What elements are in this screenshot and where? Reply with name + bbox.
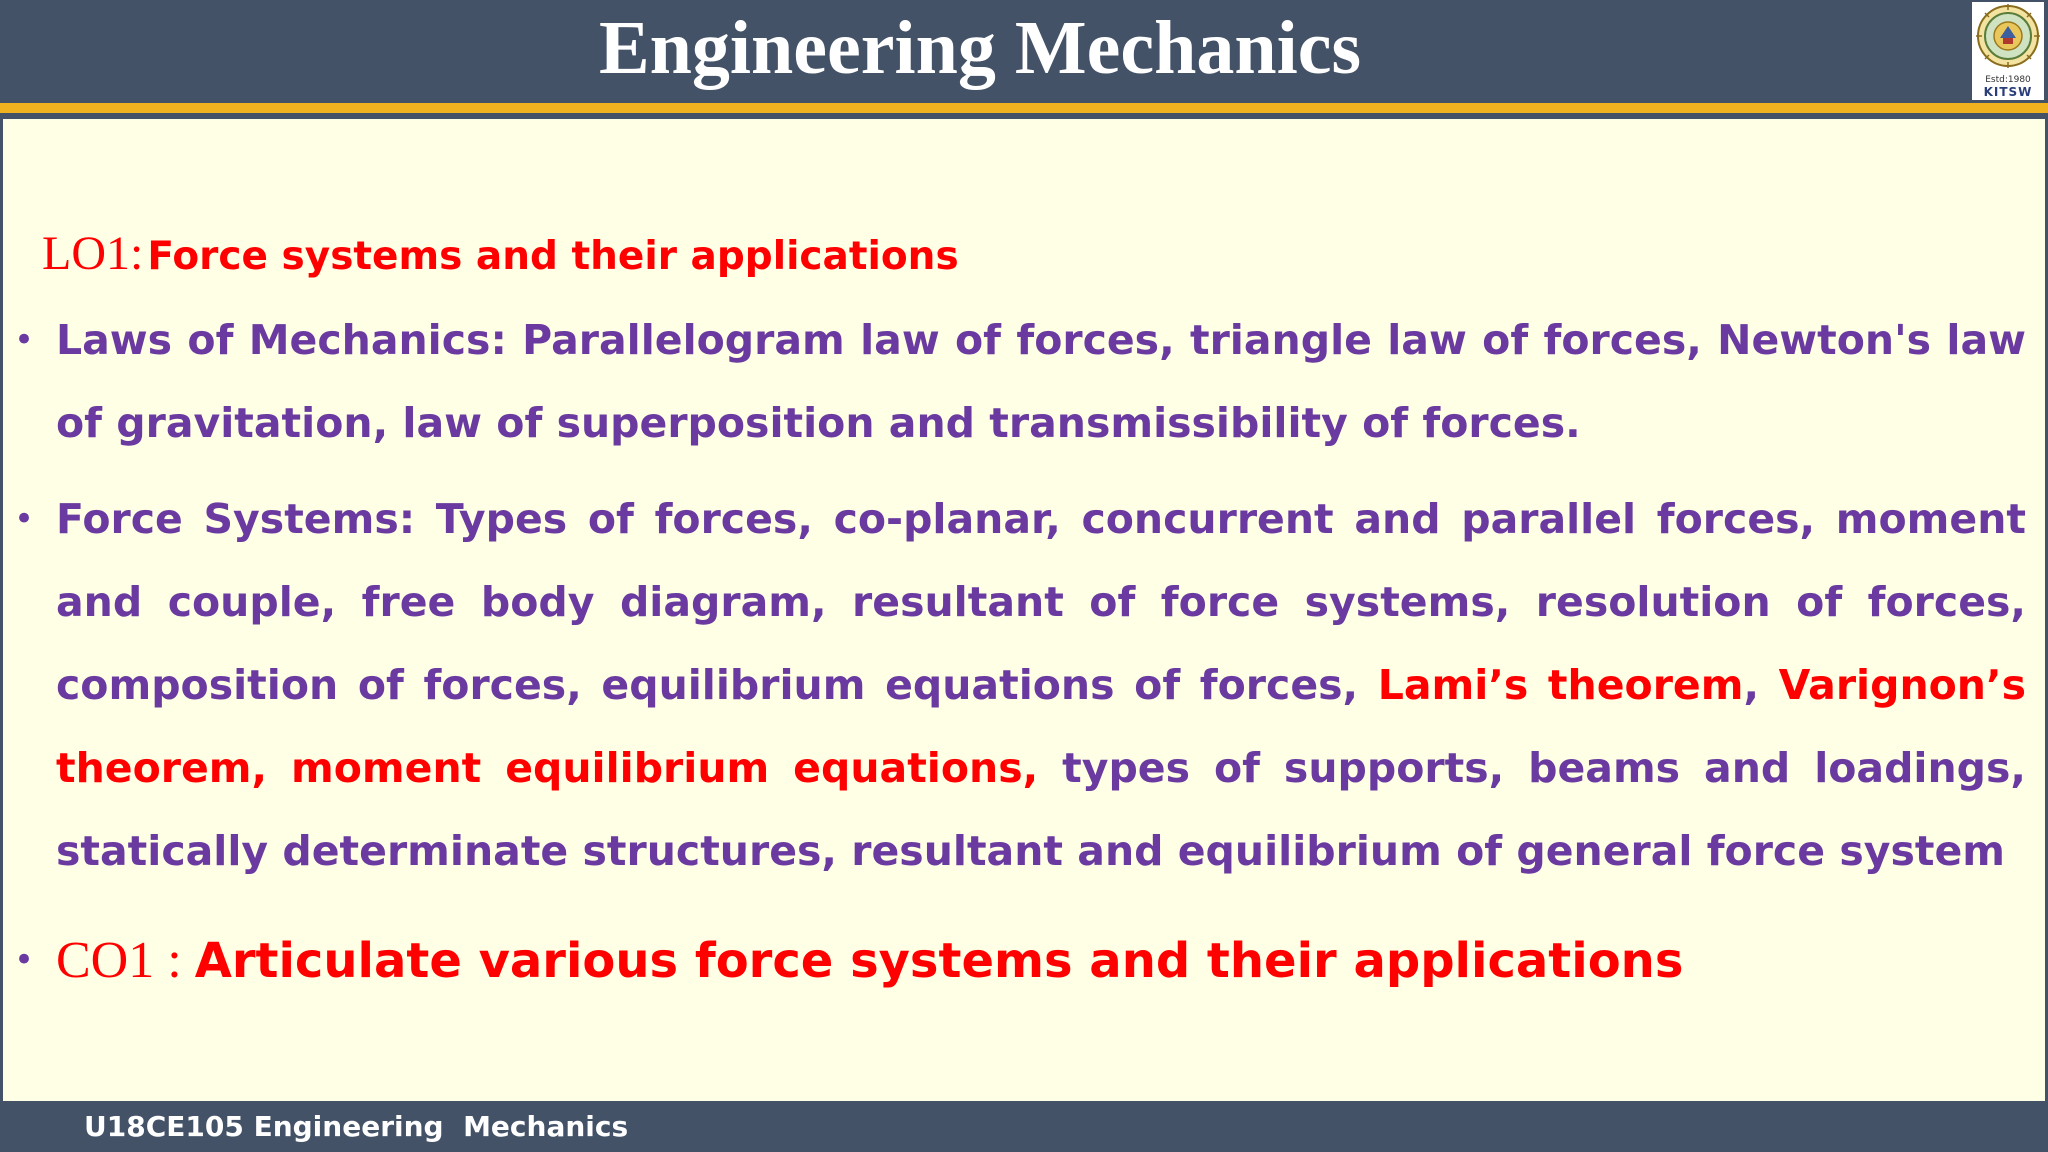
learning-outcome-text: Force systems and their applications (147, 234, 959, 279)
slide-title: Engineering Mechanics (598, 6, 1362, 90)
force-systems-text: Force Systems: Types of forces, co-planar, concurrent and parallel forces, moment and couple, free body diagram, resultant of force systems, resolution of forces, composition of forces, equilibrium equations of forces, (56, 495, 2026, 709)
svg-text:KITSW: KITSW (1983, 85, 2033, 99)
bullet-force-systems (56, 478, 2026, 893)
learning-outcome (42, 219, 959, 300)
force-systems-text-continued: types of supports, beams and loadings, statically determinate structures, resultant and equilibrium of general force system (56, 744, 2026, 875)
course-outcome-code: CO1 : (56, 932, 195, 989)
varignon-theorem-highlight: Varignon’s theorem, moment equilibrium equations, (56, 661, 2026, 792)
course-outcome (56, 919, 1683, 1014)
header-accent-line (0, 103, 2048, 113)
separator-comma: , (1743, 661, 1779, 709)
svg-text:Estd:1980: Estd:1980 (1985, 75, 2031, 85)
bullet-marker: • (14, 320, 35, 360)
course-outcome-text: Articulate various force systems and their applications (194, 933, 1684, 989)
bullet-marker: • (14, 499, 35, 539)
lami-theorem-highlight: Lami’s theorem (1377, 661, 1744, 709)
footer-bar (0, 1101, 2048, 1152)
learning-outcome-code: LO1: (42, 227, 144, 280)
footer-course-code: U18CE105 Engineering Mechanics (84, 1110, 629, 1143)
bullet-laws-of-mechanics: Laws of Mechanics: Parallelogram law of forces, triangle law of forces, Newton's law of gravitation, law of superposition and transmissibility of forces. (56, 316, 2026, 447)
bullet-marker: • (14, 940, 35, 980)
college-emblem-icon (1972, 2, 2044, 100)
slide-content (0, 119, 2048, 1101)
